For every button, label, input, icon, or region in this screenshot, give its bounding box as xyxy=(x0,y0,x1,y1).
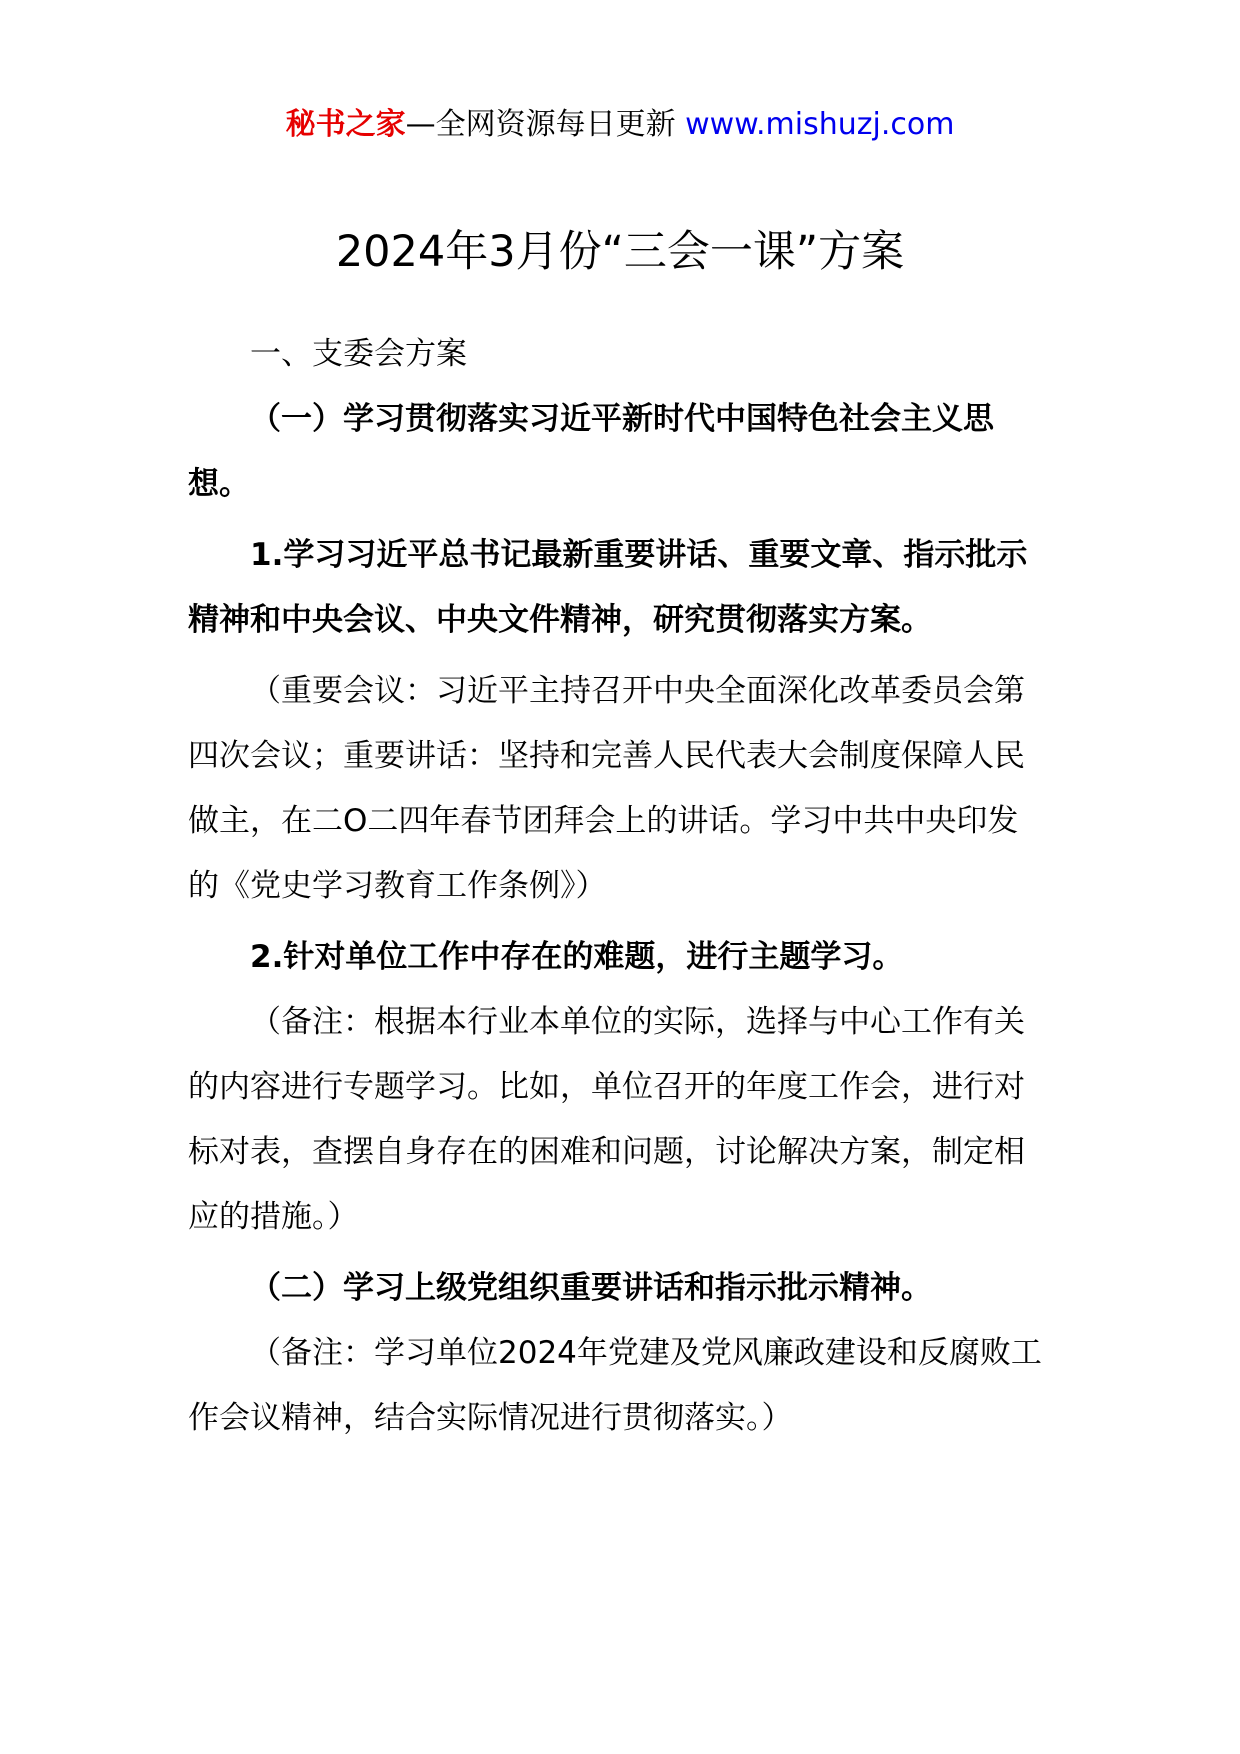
item-note-1: （重要会议：习近平主持召开中央全面深化改革委员会第四次会议；重要讲话：坚持和完善人民代表大会制度保障人民做主，在二O二四年春节团拜会上的讲话。学习中共中央印发的《党史学习教育工作条例》） xyxy=(188,673,1025,904)
site-banner xyxy=(0,103,1240,147)
subsection-heading-2: （二）学习上级党组织重要讲话和指示批示精神。 xyxy=(250,1270,932,1306)
document-title: 2024年3月份“三会一课”方案 xyxy=(335,227,905,277)
site-url-link[interactable]: www.mishuzj.com xyxy=(685,107,955,142)
subsection-heading-1: （一）学习贯彻落实习近平新时代中国特色社会主义思想。 xyxy=(188,401,994,502)
item-heading-1: 1.学习习近平总书记最新重要讲话、重要文章、指示批示精神和中央会议、中央文件精神，研究贯彻落实方案。 xyxy=(188,537,1028,638)
brand-name: 秘书之家 xyxy=(285,107,406,142)
item-heading-2: 2.针对单位工作中存在的难题，进行主题学习。 xyxy=(250,939,904,975)
section-heading: 一、支委会方案 xyxy=(250,336,467,372)
banner-slogan: —全网资源每日更新 xyxy=(405,107,676,142)
document-body xyxy=(188,322,1044,1451)
subsection-note-2: （备注：学习单位2024年党建及党风廉政建设和反腐败工作会议精神，结合实际情况进行贯彻落实。） xyxy=(188,1335,1042,1436)
item-note-2: （备注：根据本行业本单位的实际，选择与中心工作有关的内容进行专题学习。比如，单位召开的年度工作会，进行对标对表，查摆自身存在的困难和问题，讨论解决方案，制定相应的措施。） xyxy=(188,1004,1025,1235)
